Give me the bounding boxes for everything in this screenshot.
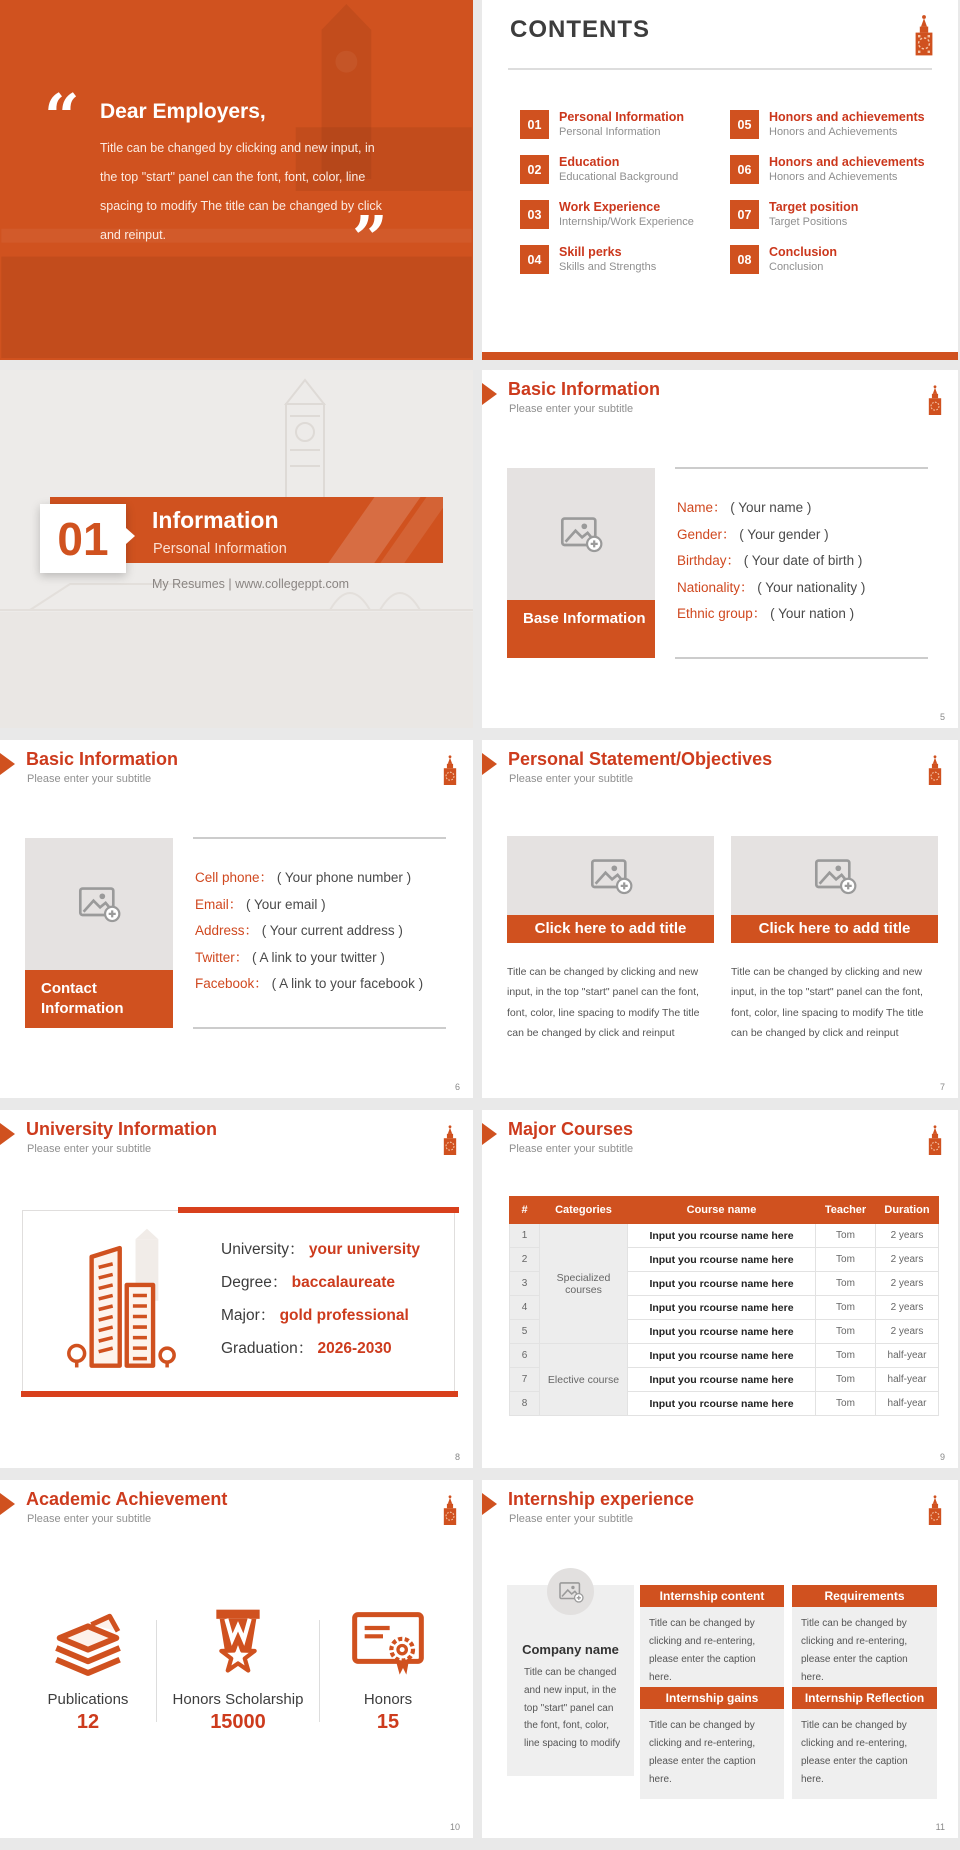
stat-value: 15000: [210, 1711, 266, 1733]
divider: [675, 467, 928, 469]
internship-gains-box: [640, 1687, 784, 1799]
stat-honors-scholarship: [163, 1608, 313, 1734]
university-fields: [221, 1237, 420, 1369]
field-graduation: Graduation： 2026-2030: [221, 1340, 392, 1357]
title-arrow-icon: [482, 753, 497, 775]
field-ethnic-group: Ethnic group： ( Your nation ): [677, 606, 855, 621]
stat-value: 15: [376, 1711, 400, 1733]
box-title: Internship content: [640, 1585, 784, 1607]
page-number: 9: [939, 1452, 945, 1462]
statement-column-right: [731, 836, 938, 1044]
slide-subtitle: Please enter your subtitle: [27, 773, 152, 785]
stat-honors: [313, 1608, 463, 1734]
table-row: 3 Input you rcourse name here Tom 2 years: [510, 1272, 939, 1296]
photo-placeholder[interactable]: [507, 836, 714, 915]
slide-subtitle: Please enter your subtitle: [509, 773, 634, 785]
divider: [193, 837, 446, 839]
box-body: Title can be changed by clicking and re-entering, please enter the caption here.: [792, 1709, 937, 1799]
field-university: University： your university: [221, 1241, 420, 1258]
slide-cover-quote: [0, 0, 473, 360]
item-title: Honors and achievements: [769, 155, 925, 169]
field-email: Email： ( Your email ): [195, 896, 326, 912]
contents-item-08: [730, 245, 925, 274]
item-title: Honors and achievements: [769, 110, 925, 124]
add-image-icon: [589, 857, 633, 895]
add-image-icon: [558, 1581, 584, 1603]
stat-label: Publications: [47, 1691, 129, 1708]
box-body: Title can be changed by clicking and re-entering, please enter the caption here.: [640, 1709, 784, 1799]
divider: [508, 68, 932, 70]
item-subtitle: Conclusion: [769, 261, 824, 273]
photo-placeholder[interactable]: [25, 838, 173, 970]
close-quote-icon: ”: [352, 202, 388, 275]
medal-icon: [198, 1608, 278, 1678]
contents-item-07: [730, 200, 925, 229]
field-birthday: Birthday： ( Your date of birth ): [677, 553, 863, 568]
item-number-badge: 03: [520, 200, 549, 229]
field-cell-phone: Cell phone： ( Your phone number ): [195, 870, 412, 885]
statement-caption: Title can be changed by clicking and new input, in the top "start" panel can the font, font, color, line spacing to modify The title can be changed by click and reinput: [507, 966, 700, 1040]
field-degree: Degree： baccalaureate: [221, 1274, 396, 1291]
section-subtitle: Personal Information: [153, 541, 287, 557]
field-facebook: Facebook： ( A link to your facebook ): [195, 976, 424, 991]
item-number-badge: 07: [730, 200, 759, 229]
stat-label: Honors: [363, 1691, 413, 1708]
slide-university-information: [0, 1110, 473, 1468]
statement-caption: Title can be changed by clicking and new input, in the top "start" panel can the font, font, color, line spacing to modify The title can be changed by click and reinput: [731, 966, 924, 1040]
photo-placeholder[interactable]: [507, 468, 655, 600]
page-number: 10: [449, 1822, 460, 1832]
university-card: [22, 1210, 455, 1394]
stat-value: 12: [76, 1711, 100, 1733]
col-header-course-name: Course name: [628, 1197, 816, 1224]
open-quote-icon: “: [44, 80, 80, 153]
buildings-icon: [51, 1227, 206, 1385]
box-title: Internship gains: [640, 1687, 784, 1709]
title-arrow-icon: [482, 1123, 497, 1145]
table-row: 5 Input you rcourse name here Tom 2 years: [510, 1320, 939, 1344]
photo-placeholder[interactable]: [731, 836, 938, 915]
item-title: Education: [559, 155, 620, 169]
add-image-icon: [559, 515, 603, 553]
slide-title: Internship experience: [508, 1489, 695, 1509]
slide-internship-experience: [482, 1480, 958, 1838]
section-number-badge: 01: [40, 504, 126, 573]
statement-column-left: [507, 836, 714, 1044]
courses-table: [509, 1196, 939, 1416]
contents-item-02: [520, 155, 694, 184]
tower-emblem-icon: [926, 1125, 944, 1155]
table-row: 8 Input you rcourse name here Tom half-year: [510, 1392, 939, 1416]
page-number: 6: [454, 1082, 460, 1092]
tower-emblem-icon: [926, 1495, 944, 1525]
item-number-badge: 01: [520, 110, 549, 139]
table-row: 4 Input you rcourse name here Tom 2 years: [510, 1296, 939, 1320]
certificate-icon: [348, 1608, 428, 1678]
slide-major-courses: [482, 1110, 958, 1468]
field-major: Major： gold professional: [221, 1307, 409, 1324]
contents-column-right: [730, 110, 925, 290]
category-specialized: Specialized courses: [540, 1224, 628, 1344]
page-number: 5: [939, 712, 945, 722]
slide-section-cover: [0, 370, 473, 728]
tower-emblem-icon: [926, 385, 944, 415]
contents-item-06: [730, 155, 925, 184]
table-row: 1 Specialized courses Input you rcourse name here Tom 2 years: [510, 1224, 939, 1248]
slide-title: Academic Achievement: [26, 1489, 228, 1509]
info-fields: [195, 866, 423, 999]
slide-subtitle: Please enter your subtitle: [509, 403, 634, 415]
tower-emblem-icon: [441, 1495, 459, 1525]
field-name: Name： ( Your name ): [677, 500, 812, 515]
category-elective: Elective course: [540, 1344, 628, 1416]
box-title: Requirements: [792, 1585, 937, 1607]
slide-contact-information: [0, 740, 473, 1098]
title-arrow-icon: [0, 1123, 15, 1145]
item-subtitle: Educational Background: [559, 171, 679, 183]
company-caption: Title can be changed and new input, in the top "start" panel can the font, font, color, line spacing to modify: [524, 1667, 621, 1750]
slide-academic-achievement: [0, 1480, 473, 1838]
company-logo-placeholder[interactable]: [547, 1568, 594, 1615]
title-arrow-icon: [0, 753, 15, 775]
item-title: Personal Information: [559, 110, 685, 124]
info-fields: [677, 496, 865, 629]
item-number-badge: 04: [520, 245, 549, 274]
item-subtitle: Target Positions: [769, 216, 848, 228]
card-top-accent: [178, 1207, 459, 1213]
card-label: Contact Information: [25, 970, 173, 1028]
slide-title: Personal Statement/Objectives: [508, 749, 773, 769]
contents-column-left: [520, 110, 694, 290]
box-body: Title can be changed by clicking and re-entering, please enter the caption here.: [792, 1607, 937, 1697]
title-arrow-icon: [482, 1493, 497, 1515]
item-subtitle: Personal Information: [559, 126, 661, 138]
add-title-button[interactable]: Click here to add title: [507, 915, 714, 943]
tower-emblem-icon: [912, 14, 936, 56]
add-image-icon: [77, 885, 121, 923]
title-arrow-icon: [0, 1493, 15, 1515]
item-number-badge: 08: [730, 245, 759, 274]
table-header-row: [510, 1197, 939, 1224]
slide-contents: [482, 0, 958, 360]
field-address: Address： ( Your current address ): [195, 923, 403, 938]
item-subtitle: Honors and Achievements: [769, 126, 898, 138]
stat-publications: [13, 1608, 163, 1734]
requirements-box: [792, 1585, 937, 1697]
tower-emblem-icon: [926, 755, 944, 785]
contents-item-04: [520, 245, 694, 274]
slide-title: Basic Information: [508, 379, 661, 399]
box-body: Title can be changed by clicking and re-entering, please enter the caption here.: [640, 1607, 784, 1697]
field-twitter: Twitter： ( A link to your twitter ): [195, 949, 385, 965]
company-name: Company name: [522, 1642, 619, 1657]
title-arrow-icon: [482, 383, 497, 405]
item-number-badge: 06: [730, 155, 759, 184]
contents-item-05: [730, 110, 925, 139]
table-row: 2 Input you rcourse name here Tom 2 years: [510, 1248, 939, 1272]
item-subtitle: Honors and Achievements: [769, 171, 898, 183]
contents-title: CONTENTS: [510, 16, 650, 43]
table-row: 7 Input you rcourse name here Tom half-year: [510, 1368, 939, 1392]
internship-content-box: [640, 1585, 784, 1697]
tower-emblem-icon: [441, 755, 459, 785]
field-nationality: Nationality： ( Your nationality ): [677, 579, 866, 595]
slide-subtitle: Please enter your subtitle: [27, 1513, 152, 1525]
item-title: Work Experience: [559, 200, 661, 214]
item-title: Target position: [769, 200, 859, 214]
divider: [675, 657, 928, 659]
page-number: 11: [935, 1822, 945, 1832]
section-title: Information: [152, 507, 279, 533]
item-number-badge: 05: [730, 110, 759, 139]
box-title: Internship Reflection: [792, 1687, 937, 1709]
divider: [193, 1027, 446, 1029]
item-subtitle: Skills and Strengths: [559, 261, 657, 273]
slide-subtitle: Please enter your subtitle: [27, 1143, 152, 1155]
internship-reflection-box: [792, 1687, 937, 1799]
add-title-button[interactable]: Click here to add title: [731, 915, 938, 943]
col-header-duration: Duration: [876, 1197, 939, 1224]
badge-notch: [126, 528, 135, 544]
col-header-categories: Categories: [540, 1197, 628, 1224]
slide-subtitle: Please enter your subtitle: [509, 1143, 634, 1155]
table-row: 6 Elective course Input you rcourse name here Tom half-year: [510, 1344, 939, 1368]
item-number-badge: 02: [520, 155, 549, 184]
cover-title: Dear Employers,: [100, 100, 266, 123]
tower-emblem-icon: [441, 1125, 459, 1155]
page-number: 8: [454, 1452, 460, 1462]
item-subtitle: Internship/Work Experience: [559, 216, 694, 228]
slide-subtitle: Please enter your subtitle: [509, 1513, 634, 1525]
field-gender: Gender： ( Your gender ): [677, 526, 829, 542]
bottom-accent-bar: [482, 352, 958, 360]
stat-label: Honors Scholarship: [172, 1691, 304, 1708]
add-image-icon: [813, 857, 857, 895]
col-header-teacher: Teacher: [816, 1197, 876, 1224]
books-icon: [48, 1608, 128, 1678]
section-footer: My Resumes | www.collegeppt.com: [152, 577, 350, 591]
contents-item-03: [520, 200, 694, 229]
item-title: Skill perks: [559, 245, 622, 259]
card-bottom-accent: [21, 1391, 458, 1397]
cover-body-text: Title can be changed by clicking and new input, in the top "start" panel can the font, font, color, line spacing to modify The title can be changed by click and reinput.: [100, 141, 382, 242]
col-header-num: #: [510, 1197, 540, 1224]
slide-personal-statement: [482, 740, 958, 1098]
card-label: Base Information: [507, 600, 655, 658]
slide-title: University Information: [26, 1119, 218, 1139]
slide-title: Major Courses: [508, 1119, 634, 1139]
page-number: 7: [939, 1082, 945, 1092]
item-title: Conclusion: [769, 245, 838, 259]
slide-title: Basic Information: [26, 749, 179, 769]
slide-base-information: [482, 370, 958, 728]
contents-item-01: [520, 110, 694, 139]
